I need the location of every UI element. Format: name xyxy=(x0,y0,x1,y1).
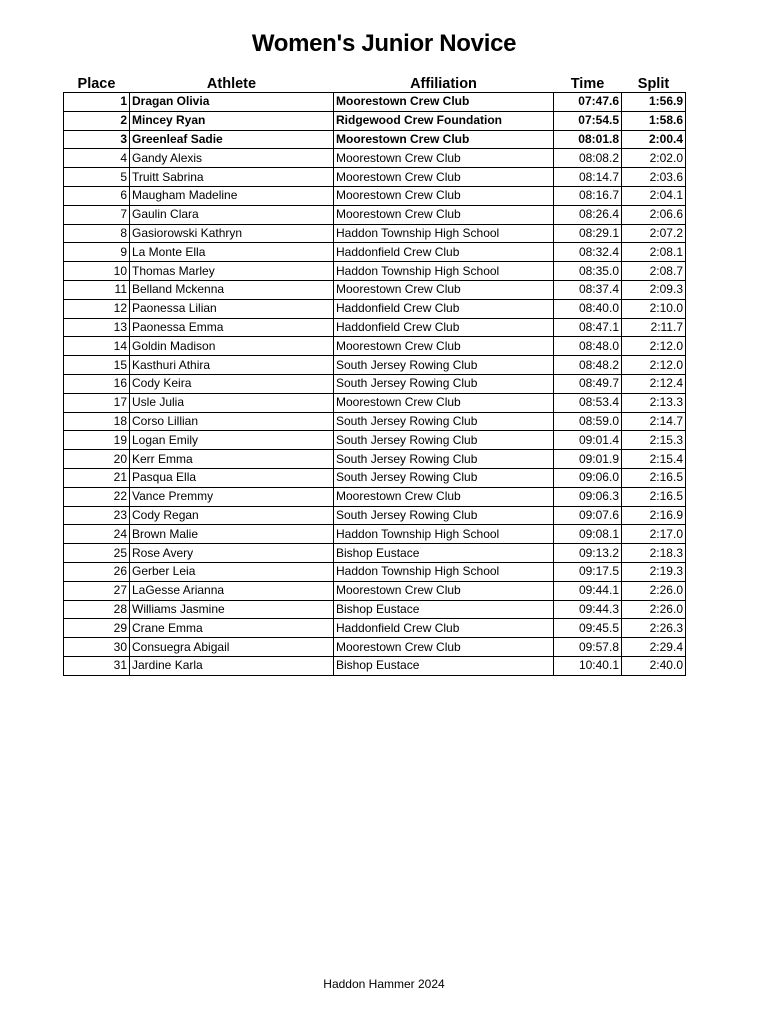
athlete-cell: Belland Mckenna xyxy=(130,280,334,299)
place-cell: 22 xyxy=(64,487,130,506)
athlete-cell: Usle Julia xyxy=(130,393,334,412)
place-cell: 7 xyxy=(64,205,130,224)
place-cell: 8 xyxy=(64,224,130,243)
split-cell: 2:06.6 xyxy=(622,205,686,224)
table-row xyxy=(64,544,686,563)
split-cell: 2:07.2 xyxy=(622,224,686,243)
athlete-cell: Gandy Alexis xyxy=(130,149,334,168)
split-cell: 2:15.4 xyxy=(622,450,686,469)
table-row xyxy=(64,562,686,581)
table-row xyxy=(64,111,686,130)
affiliation-cell: Moorestown Crew Club xyxy=(334,93,554,112)
column-header-athlete: Athlete xyxy=(206,76,257,92)
time-cell: 08:59.0 xyxy=(554,412,622,431)
place-cell: 18 xyxy=(64,412,130,431)
time-cell: 09:06.3 xyxy=(554,487,622,506)
time-cell: 08:48.2 xyxy=(554,356,622,375)
affiliation-cell: Haddonfield Crew Club xyxy=(334,619,554,638)
split-cell: 2:03.6 xyxy=(622,168,686,187)
athlete-cell: Gaulin Clara xyxy=(130,205,334,224)
page-title: Women's Junior Novice xyxy=(251,30,517,57)
split-cell: 2:26.0 xyxy=(622,581,686,600)
time-cell: 09:57.8 xyxy=(554,638,622,657)
time-cell: 08:26.4 xyxy=(554,205,622,224)
athlete-cell: LaGesse Arianna xyxy=(130,581,334,600)
place-cell: 3 xyxy=(64,130,130,149)
time-cell: 08:32.4 xyxy=(554,243,622,262)
athlete-cell: Dragan Olivia xyxy=(130,93,334,112)
affiliation-cell: Haddon Township High School xyxy=(334,562,554,581)
affiliation-cell: Ridgewood Crew Foundation xyxy=(334,111,554,130)
table-row xyxy=(64,149,686,168)
split-cell: 2:19.3 xyxy=(622,562,686,581)
affiliation-cell: South Jersey Rowing Club xyxy=(334,450,554,469)
split-cell: 2:12.0 xyxy=(622,337,686,356)
place-cell: 28 xyxy=(64,600,130,619)
table-row xyxy=(64,130,686,149)
time-cell: 09:06.0 xyxy=(554,468,622,487)
table-row xyxy=(64,318,686,337)
split-cell: 2:08.7 xyxy=(622,262,686,281)
place-cell: 6 xyxy=(64,186,130,205)
table-row xyxy=(64,168,686,187)
place-cell: 9 xyxy=(64,243,130,262)
split-cell: 2:13.3 xyxy=(622,393,686,412)
time-cell: 07:54.5 xyxy=(554,111,622,130)
time-cell: 09:07.6 xyxy=(554,506,622,525)
affiliation-cell: South Jersey Rowing Club xyxy=(334,412,554,431)
athlete-cell: Jardine Karla xyxy=(130,656,334,675)
affiliation-cell: Haddonfield Crew Club xyxy=(334,318,554,337)
split-cell: 2:12.4 xyxy=(622,374,686,393)
place-cell: 14 xyxy=(64,337,130,356)
athlete-cell: La Monte Ella xyxy=(130,243,334,262)
time-cell: 08:08.2 xyxy=(554,149,622,168)
affiliation-cell: Haddonfield Crew Club xyxy=(334,299,554,318)
time-cell: 08:16.7 xyxy=(554,186,622,205)
affiliation-cell: South Jersey Rowing Club xyxy=(334,356,554,375)
time-cell: 08:01.8 xyxy=(554,130,622,149)
place-cell: 5 xyxy=(64,168,130,187)
time-cell: 09:13.2 xyxy=(554,544,622,563)
time-cell: 08:29.1 xyxy=(554,224,622,243)
affiliation-cell: Moorestown Crew Club xyxy=(334,638,554,657)
place-cell: 13 xyxy=(64,318,130,337)
header-row xyxy=(64,72,686,93)
table-row xyxy=(64,656,686,675)
time-cell: 08:53.4 xyxy=(554,393,622,412)
place-cell: 4 xyxy=(64,149,130,168)
affiliation-cell: Haddon Township High School xyxy=(334,262,554,281)
athlete-cell: Corso Lillian xyxy=(130,412,334,431)
athlete-cell: Kerr Emma xyxy=(130,450,334,469)
split-cell: 2:18.3 xyxy=(622,544,686,563)
split-cell: 2:16.5 xyxy=(622,468,686,487)
place-cell: 26 xyxy=(64,562,130,581)
time-cell: 08:49.7 xyxy=(554,374,622,393)
table-row xyxy=(64,525,686,544)
table-row xyxy=(64,205,686,224)
results-body xyxy=(64,93,686,676)
athlete-cell: Williams Jasmine xyxy=(130,600,334,619)
split-cell: 2:40.0 xyxy=(622,656,686,675)
time-cell: 10:40.1 xyxy=(554,656,622,675)
affiliation-cell: Moorestown Crew Club xyxy=(334,168,554,187)
place-cell: 24 xyxy=(64,525,130,544)
place-cell: 1 xyxy=(64,93,130,112)
affiliation-cell: Bishop Eustace xyxy=(334,656,554,675)
athlete-cell: Rose Avery xyxy=(130,544,334,563)
split-cell: 2:11.7 xyxy=(622,318,686,337)
column-header-time: Time xyxy=(570,76,605,92)
athlete-cell: Cody Regan xyxy=(130,506,334,525)
table-row xyxy=(64,374,686,393)
split-cell: 2:26.0 xyxy=(622,600,686,619)
table-row xyxy=(64,299,686,318)
column-header-affiliation: Affiliation xyxy=(410,76,477,92)
table-row xyxy=(64,280,686,299)
affiliation-cell: Haddon Township High School xyxy=(334,525,554,544)
place-cell: 30 xyxy=(64,638,130,657)
affiliation-cell: Moorestown Crew Club xyxy=(334,149,554,168)
time-cell: 09:17.5 xyxy=(554,562,622,581)
table-row xyxy=(64,468,686,487)
place-cell: 29 xyxy=(64,619,130,638)
time-cell: 09:45.5 xyxy=(554,619,622,638)
time-cell: 09:01.9 xyxy=(554,450,622,469)
affiliation-cell: Moorestown Crew Club xyxy=(334,337,554,356)
table-row xyxy=(64,581,686,600)
affiliation-cell: South Jersey Rowing Club xyxy=(334,431,554,450)
time-cell: 09:44.3 xyxy=(554,600,622,619)
place-cell: 25 xyxy=(64,544,130,563)
split-cell: 2:00.4 xyxy=(622,130,686,149)
table-row xyxy=(64,224,686,243)
place-cell: 15 xyxy=(64,356,130,375)
table-row xyxy=(64,337,686,356)
time-cell: 08:47.1 xyxy=(554,318,622,337)
athlete-cell: Greenleaf Sadie xyxy=(130,130,334,149)
athlete-cell: Gasiorowski Kathryn xyxy=(130,224,334,243)
athlete-cell: Gerber Leia xyxy=(130,562,334,581)
athlete-cell: Crane Emma xyxy=(130,619,334,638)
time-cell: 09:44.1 xyxy=(554,581,622,600)
split-cell: 2:29.4 xyxy=(622,638,686,657)
affiliation-cell: Moorestown Crew Club xyxy=(334,130,554,149)
column-header-split: Split xyxy=(637,76,670,92)
athlete-cell: Vance Premmy xyxy=(130,487,334,506)
athlete-cell: Goldin Madison xyxy=(130,337,334,356)
athlete-cell: Truitt Sabrina xyxy=(130,168,334,187)
split-cell: 2:12.0 xyxy=(622,356,686,375)
table-row xyxy=(64,186,686,205)
split-cell: 2:16.5 xyxy=(622,487,686,506)
athlete-cell: Cody Keira xyxy=(130,374,334,393)
place-cell: 23 xyxy=(64,506,130,525)
athlete-cell: Paonessa Lilian xyxy=(130,299,334,318)
affiliation-cell: South Jersey Rowing Club xyxy=(334,506,554,525)
table-row xyxy=(64,638,686,657)
athlete-cell: Thomas Marley xyxy=(130,262,334,281)
place-cell: 2 xyxy=(64,111,130,130)
table-row xyxy=(64,431,686,450)
affiliation-cell: Haddonfield Crew Club xyxy=(334,243,554,262)
time-cell: 07:47.6 xyxy=(554,93,622,112)
results-table xyxy=(63,72,686,676)
table-row xyxy=(64,93,686,112)
athlete-cell: Brown Malie xyxy=(130,525,334,544)
split-cell: 1:56.9 xyxy=(622,93,686,112)
time-cell: 08:37.4 xyxy=(554,280,622,299)
place-cell: 11 xyxy=(64,280,130,299)
affiliation-cell: South Jersey Rowing Club xyxy=(334,468,554,487)
athlete-cell: Mincey Ryan xyxy=(130,111,334,130)
place-cell: 19 xyxy=(64,431,130,450)
affiliation-cell: South Jersey Rowing Club xyxy=(334,374,554,393)
place-cell: 31 xyxy=(64,656,130,675)
table-row xyxy=(64,619,686,638)
split-cell: 2:16.9 xyxy=(622,506,686,525)
affiliation-cell: Bishop Eustace xyxy=(334,600,554,619)
time-cell: 08:40.0 xyxy=(554,299,622,318)
athlete-cell: Paonessa Emma xyxy=(130,318,334,337)
split-cell: 2:26.3 xyxy=(622,619,686,638)
place-cell: 16 xyxy=(64,374,130,393)
time-cell: 08:14.7 xyxy=(554,168,622,187)
table-row xyxy=(64,506,686,525)
split-cell: 2:02.0 xyxy=(622,149,686,168)
table-row xyxy=(64,487,686,506)
time-cell: 08:35.0 xyxy=(554,262,622,281)
time-cell: 08:48.0 xyxy=(554,337,622,356)
place-cell: 17 xyxy=(64,393,130,412)
split-cell: 2:08.1 xyxy=(622,243,686,262)
athlete-cell: Kasthuri Athira xyxy=(130,356,334,375)
table-row xyxy=(64,450,686,469)
table-row xyxy=(64,600,686,619)
athlete-cell: Logan Emily xyxy=(130,431,334,450)
affiliation-cell: Moorestown Crew Club xyxy=(334,581,554,600)
athlete-cell: Maugham Madeline xyxy=(130,186,334,205)
affiliation-cell: Bishop Eustace xyxy=(334,544,554,563)
affiliation-cell: Moorestown Crew Club xyxy=(334,280,554,299)
place-cell: 27 xyxy=(64,581,130,600)
place-cell: 20 xyxy=(64,450,130,469)
split-cell: 2:14.7 xyxy=(622,412,686,431)
place-cell: 10 xyxy=(64,262,130,281)
affiliation-cell: Moorestown Crew Club xyxy=(334,205,554,224)
table-row xyxy=(64,262,686,281)
column-header-place: Place xyxy=(77,76,116,92)
time-cell: 09:08.1 xyxy=(554,525,622,544)
split-cell: 1:58.6 xyxy=(622,111,686,130)
table-row xyxy=(64,356,686,375)
split-cell: 2:04.1 xyxy=(622,186,686,205)
table-row xyxy=(64,243,686,262)
athlete-cell: Consuegra Abigail xyxy=(130,638,334,657)
place-cell: 21 xyxy=(64,468,130,487)
affiliation-cell: Moorestown Crew Club xyxy=(334,487,554,506)
split-cell: 2:17.0 xyxy=(622,525,686,544)
split-cell: 2:15.3 xyxy=(622,431,686,450)
affiliation-cell: Moorestown Crew Club xyxy=(334,186,554,205)
place-cell: 12 xyxy=(64,299,130,318)
affiliation-cell: Moorestown Crew Club xyxy=(334,393,554,412)
table-row xyxy=(64,393,686,412)
page-footer: Haddon Hammer 2024 xyxy=(323,977,445,991)
time-cell: 09:01.4 xyxy=(554,431,622,450)
table-row xyxy=(64,412,686,431)
athlete-cell: Pasqua Ella xyxy=(130,468,334,487)
split-cell: 2:10.0 xyxy=(622,299,686,318)
affiliation-cell: Haddon Township High School xyxy=(334,224,554,243)
split-cell: 2:09.3 xyxy=(622,280,686,299)
